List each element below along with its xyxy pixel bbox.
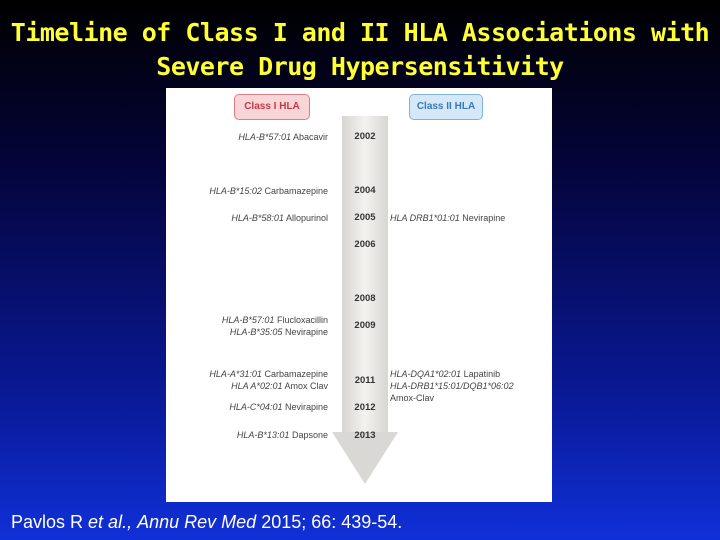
citation-reference: 2015; 66: 439-54. (261, 512, 403, 532)
drug-name: Nevirapine (462, 213, 506, 223)
hla-allele: HLA-DQA1*02:01 (390, 369, 462, 379)
class2-entry (390, 213, 505, 223)
year-label: 2005 (354, 212, 376, 223)
class2-entry (390, 381, 514, 391)
year-label: 2013 (354, 430, 376, 441)
hla-allele: HLA-C*04:01 (229, 402, 283, 412)
class1-entry (222, 315, 328, 325)
class1-entry (209, 186, 328, 196)
hla-allele: HLA-DRB1*15:01/DQB1*06:02 (390, 381, 514, 391)
drug-name: Carbamazepine (264, 186, 328, 196)
year-label: 2004 (354, 185, 376, 196)
drug-name: Flucloxacillin (276, 315, 328, 325)
hla-allele: HLA-A*31:01 (209, 369, 262, 379)
drug-name: Dapsone (291, 430, 328, 440)
timeline-arrow-shaft (342, 116, 388, 434)
timeline-figure (166, 88, 552, 502)
class2-entry (390, 369, 500, 379)
drug-name: Amox Clav (284, 381, 328, 391)
class2-header: Class II HLA (409, 94, 483, 120)
citation (11, 512, 402, 533)
citation-journal: Annu Rev Med (137, 512, 257, 532)
citation-authors: Pavlos R (11, 512, 84, 532)
class1-entry (230, 327, 328, 337)
class1-entry (231, 213, 328, 223)
hla-allele: HLA-B*15:02 (209, 186, 262, 196)
slide-title (0, 16, 720, 84)
hla-allele: HLA-B*58:01 (231, 213, 284, 223)
class1-header: Class I HLA (234, 94, 310, 120)
class1-entry (237, 430, 328, 440)
hla-allele: HLA-B*35:05 (229, 327, 283, 337)
year-label: 2009 (354, 320, 376, 331)
year-label: 2006 (354, 239, 376, 250)
drug-name: Amox-Clav (390, 393, 435, 403)
class1-entry (231, 381, 328, 391)
hla-allele: HLA-B*57:01 (238, 132, 291, 142)
slide-title-line-1: Timeline of Class I and II HLA Associations with (10, 18, 710, 47)
year-label: 2002 (354, 131, 376, 142)
drug-name: Allopurinol (285, 213, 328, 223)
hla-allele: HLA-B*57:01 (221, 315, 275, 325)
drug-name: Nevirapine (284, 327, 328, 337)
hla-allele: HLA DRB1*01:01 (390, 213, 460, 223)
hla-allele: HLA A*02:01 (231, 381, 283, 391)
class2-entry (390, 393, 434, 403)
drug-name: Lapatinib (463, 369, 501, 379)
hla-allele: HLA-B*13:01 (236, 430, 290, 440)
drug-name: Abacavir (292, 132, 328, 142)
year-label: 2011 (354, 375, 376, 386)
year-label: 2008 (354, 293, 376, 304)
drug-name: Carbamazepine (264, 369, 328, 379)
class1-entry (238, 132, 328, 142)
drug-name: Nevirapine (284, 402, 328, 412)
class1-entry (229, 402, 328, 412)
slide-title-line-2: Severe Drug Hypersensitivity (156, 52, 564, 81)
citation-etal: et al., (88, 512, 133, 532)
year-label: 2012 (354, 402, 376, 413)
class1-entry (209, 369, 328, 379)
